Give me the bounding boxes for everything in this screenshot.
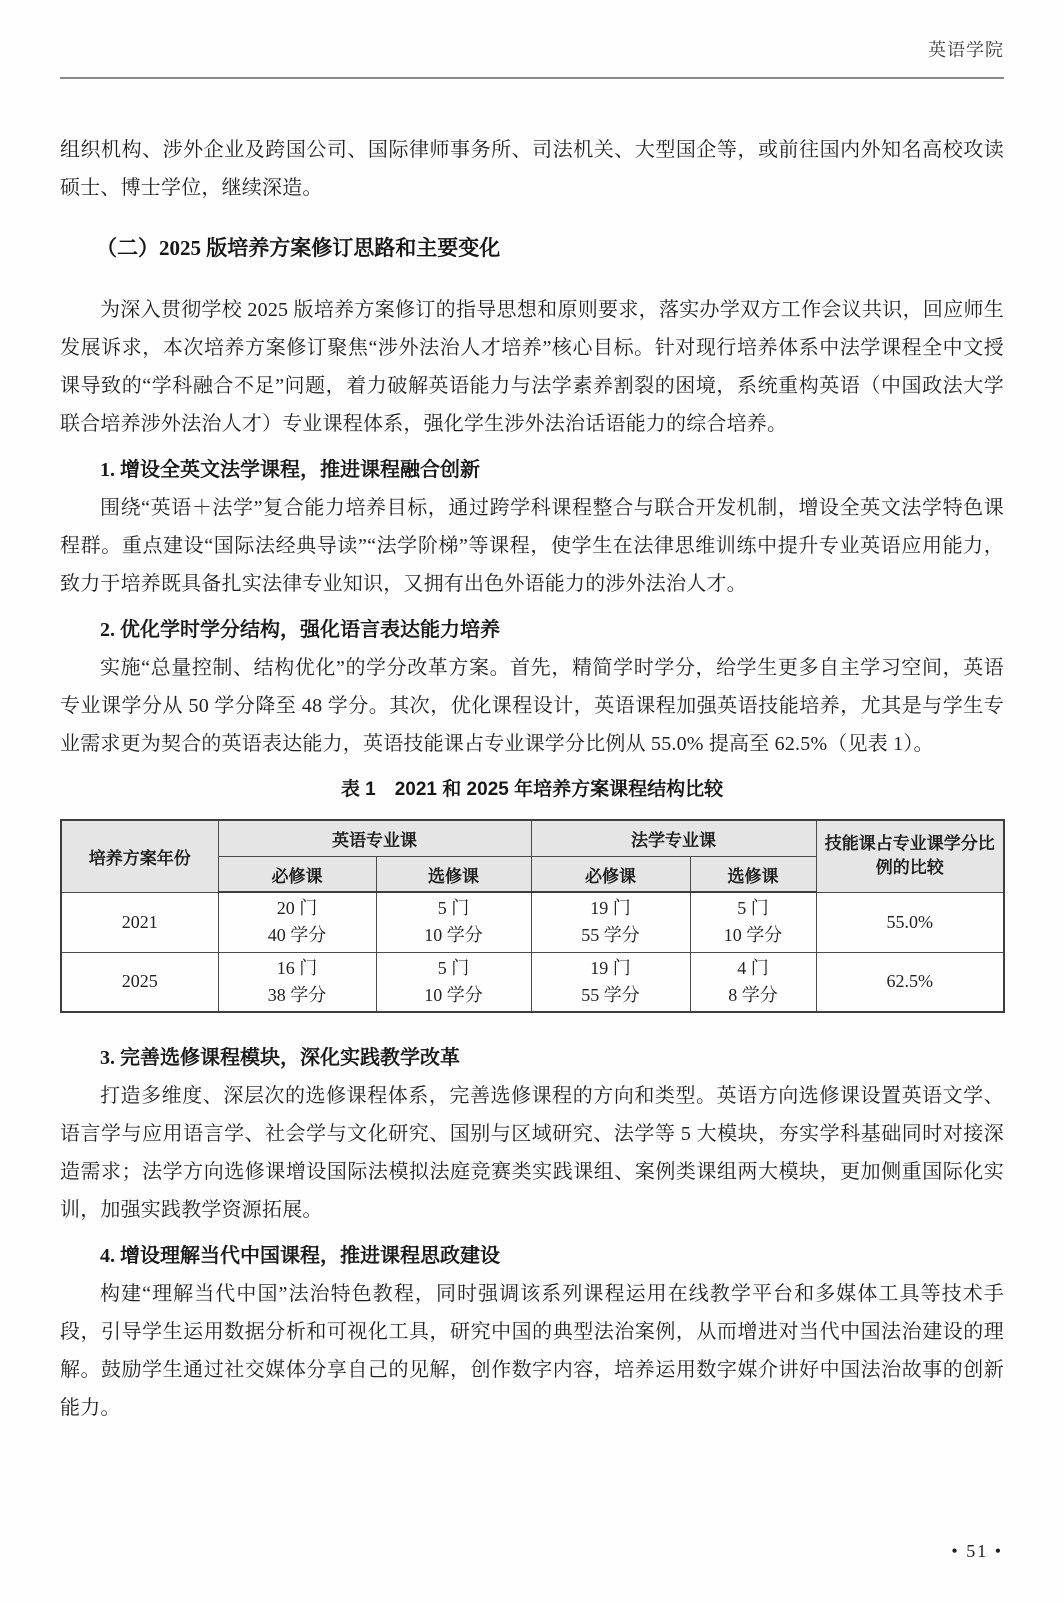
cell-law-required	[531, 892, 690, 952]
intro-paragraph: 为深入贯彻学校 2025 版培养方案修订的指导思想和原则要求，落实办学双方工作会议共识，回应师生发展诉求，本次培养方案修订聚焦“涉外法治人才培养”核心目标。针对现行培养体系中法学课程全中文授课导致的“学科融合不足”问题，着力破解英语能力与法学素养割裂的困境，系统重构英语（中国政法大学联合培养涉外法治人才）专业课程体系，强化学生涉外法治话语能力的综合培养。	[60, 299, 1004, 435]
running-head-text: 英语学院	[928, 40, 1004, 60]
cell-line-credits: 10 学分	[424, 984, 483, 1005]
cell-skill-ratio: 55.0%	[816, 892, 1004, 952]
cell-line-credits: 40 学分	[267, 925, 327, 946]
cell-line-courses: 5 门	[437, 898, 470, 919]
cell-line-credits: 55 学分	[581, 984, 640, 1005]
course-structure-table	[60, 819, 1005, 1013]
cell-line-credits: 10 学分	[723, 925, 783, 946]
subheading-1: 1. 增设全英文法学课程，推进课程融合创新	[100, 459, 480, 481]
paragraph-continuation: 组织机构、涉外企业及跨国公司、国际律师事务所、司法机关、大型国企等，或前往国内外知名高校攻读硕士、博士学位，继续深造。	[60, 139, 1004, 199]
cell-line-credits: 55 学分	[581, 925, 640, 946]
header-skill-ratio: 技能课占专业课学分比例的比较	[816, 820, 1004, 892]
header-english-group: 英语专业课	[218, 820, 531, 857]
cell-law-elective	[690, 892, 816, 952]
cell-line-credits: 8 学分	[728, 984, 778, 1005]
cell-line-courses: 19 门	[590, 957, 631, 978]
cell-line-courses: 20 门	[276, 898, 318, 919]
cell-english-required	[218, 952, 376, 1012]
cell-law-required	[531, 952, 690, 1012]
subheading-4: 4. 增设理解当代中国课程，推进课程思政建设	[100, 1245, 500, 1267]
cell-law-elective	[690, 952, 816, 1012]
table-caption: 表 1 2021 和 2025 年培养方案课程结构比较	[340, 779, 724, 800]
page-header	[60, 0, 1004, 79]
cell-line-courses: 4 门	[737, 957, 769, 978]
subsection-3-paragraph: 打造多维度、深层次的选修课程体系，完善选修课程的方向和类型。英语方向选修课设置英语文学、语言学与应用语言学、社会学与文化研究、国别与区域研究、法学等 5 大模块，夯实学科基础同时对接深造需求；法学方向选修课增设国际法模拟法庭竞赛类实践课组、案例类课组两大模块，更加侧重国际化实训，加强实践教学资源拓展。	[60, 1085, 1004, 1221]
table-row-2025	[61, 952, 1004, 1012]
subsection-4-paragraph: 构建“理解当代中国”法治特色教程，同时强调该系列课程运用在线教学平台和多媒体工具等技术手段，引导学生运用数据分析和可视化工具，研究中国的典型法治案例，从而增进对当代中国法治建设的理解。鼓励学生通过社交媒体分享自己的见解，创作数字内容，培养运用数字媒介讲好中国法治故事的创新能力。	[60, 1283, 1004, 1419]
page-number: • 51 •	[951, 1541, 1003, 1561]
table-header-row-1	[61, 820, 1004, 857]
subheading-3: 3. 完善选修课程模块，深化实践教学改革	[100, 1047, 460, 1069]
subsection-1-paragraph: 围绕“英语＋法学”复合能力培养目标，通过跨学科课程整合与联合开发机制，增设全英文法学特色课程群。重点建设“国际法经典导读”“法学阶梯”等课程，使学生在法律思维训练中提升专业英语应用能力，致力于培养既具备扎实法律专业知识，又拥有出色外语能力的涉外法治人才。	[60, 497, 1004, 595]
cell-english-elective	[376, 892, 531, 952]
header-year: 培养方案年份	[61, 820, 218, 892]
cell-english-required	[218, 892, 376, 952]
cell-line-credits: 10 学分	[424, 925, 483, 946]
section-heading: （二）2025 版培养方案修订思路和主要变化	[96, 236, 501, 260]
header-english-elective: 选修课	[376, 857, 531, 893]
page-content	[60, 131, 1004, 1427]
cell-line-courses: 19 门	[590, 898, 631, 919]
subsection-2-paragraph: 实施“总量控制、结构优化”的学分改革方案。首先，精简学时学分，给学生更多自主学习空间，英语专业课学分从 50 学分降至 48 学分。其次，优化课程设计，英语课程加强英语技能培养，尤其是与学生专业需求更为契合的英语表达能力，英语技能课占专业课学分比例从 55.0% 提高至 62.5%（见表 1）。	[60, 657, 1004, 755]
header-law-group: 法学专业课	[531, 820, 816, 857]
cell-year: 2021	[61, 892, 218, 952]
cell-skill-ratio: 62.5%	[816, 952, 1004, 1012]
cell-line-courses: 16 门	[276, 957, 318, 978]
header-law-elective: 选修课	[690, 857, 816, 893]
cell-line-credits: 38 学分	[267, 984, 327, 1005]
cell-year: 2025	[61, 952, 218, 1012]
header-law-required: 必修课	[531, 857, 690, 893]
table-row-2021	[61, 892, 1004, 952]
cell-line-courses: 5 门	[737, 898, 769, 919]
cell-english-elective	[376, 952, 531, 1012]
cell-line-courses: 5 门	[437, 957, 470, 978]
header-english-required: 必修课	[218, 857, 376, 893]
subheading-2: 2. 优化学时学分结构，强化语言表达能力培养	[100, 619, 500, 641]
